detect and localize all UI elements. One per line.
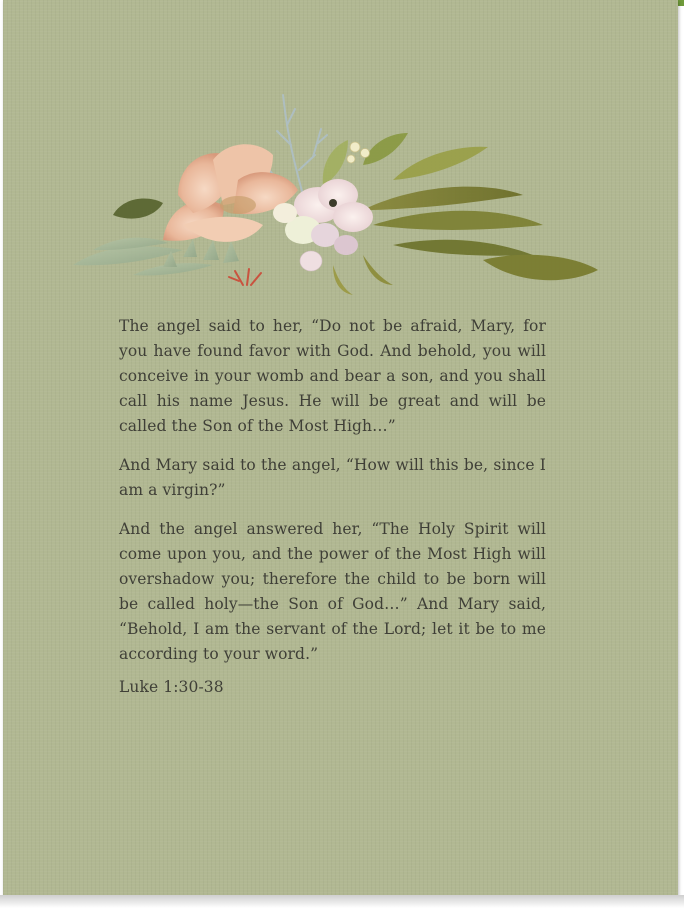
verse-paragraph-1: The angel said to her, “Do not be afraid, Mary, for you have found favor with God. And behold, you will conceive in your womb and bear a son, and you shall call his name Jesus. He will be great and will be called the Son of the Most High…” (119, 317, 546, 435)
scripture-card (3, 0, 678, 896)
page-shadow (0, 895, 684, 908)
verse-paragraph-3: And the angel answered her, “The Holy Spirit will come upon you, and the power of the Most High will overshadow you; therefore the child to be born will be called holy—the Son of God…” And Mary said, “Behold, I am the servant of the Lord; let it be to me according to your word.” (119, 520, 546, 663)
watercolor-floral-bouquet-icon (63, 85, 603, 300)
scripture-reference: Luke 1:30-38 (119, 678, 224, 696)
verse-text (119, 314, 546, 714)
verse-paragraph-2: And Mary said to the angel, “How will this be, since I am a virgin?” (119, 456, 546, 499)
